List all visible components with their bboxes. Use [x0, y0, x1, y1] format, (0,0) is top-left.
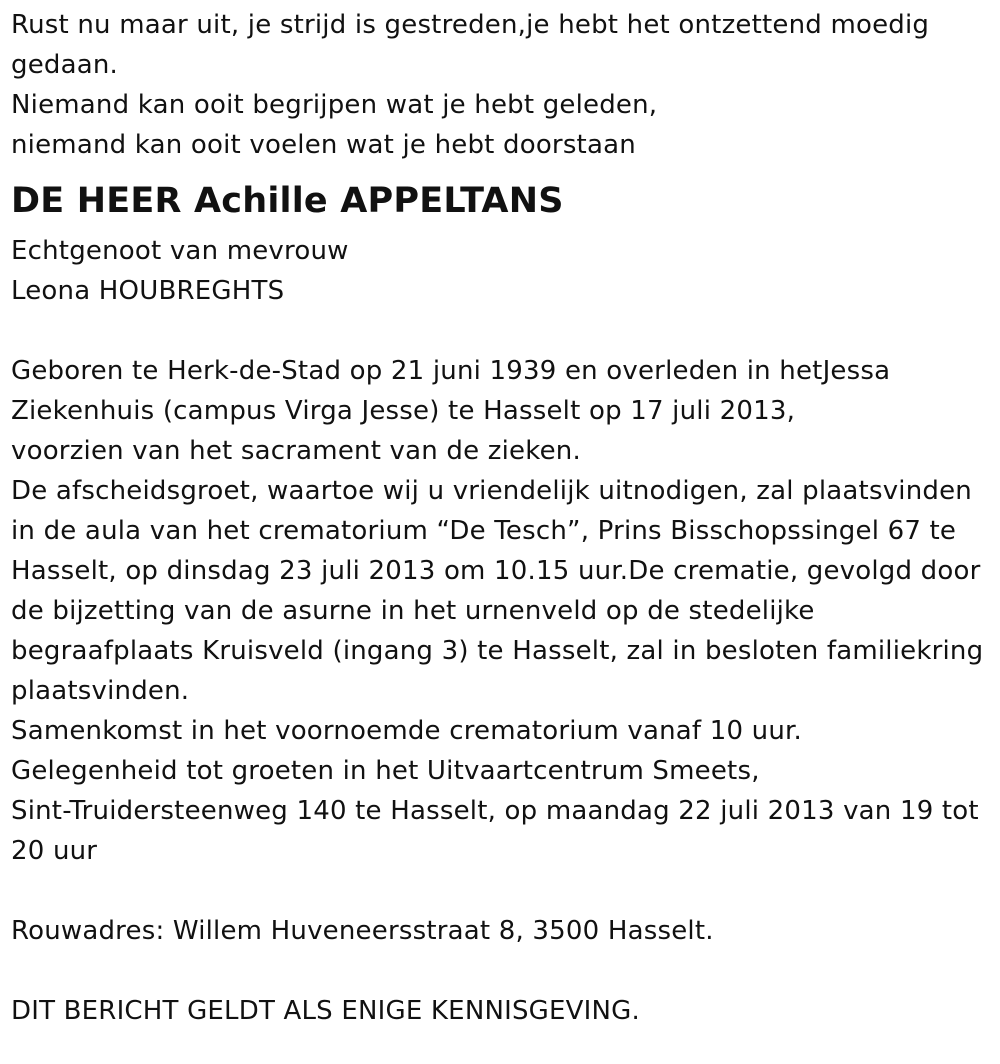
poem-line: Rust nu maar uit, je strijd is gestreden,je hebt het ontzettend moedig: [11, 10, 930, 40]
details-line: plaatsvinden.: [11, 676, 190, 706]
details-line: De afscheidsgroet, waartoe wij u vriendelijk uitnodigen, zal plaatsvinden: [11, 476, 972, 506]
details-line: Ziekenhuis (campus Virga Jesse) te Hasselt op 17 juli 2013,: [11, 396, 796, 426]
poem-line: Niemand kan ooit begrijpen wat je hebt geleden,: [11, 90, 658, 120]
spacer: [11, 311, 1000, 351]
poem-line: niemand kan ooit voelen wat je hebt doorstaan: [11, 130, 636, 160]
official-notice: DIT BERICHT GELDT ALS ENIGE KENNISGEVING.: [11, 996, 640, 1026]
spouse-name: Leona HOUBREGHTS: [11, 276, 285, 306]
funeral-details: [11, 351, 1000, 871]
mourning-address: Rouwadres: Willem Huveneersstraat 8, 3500 Hasselt.: [11, 916, 714, 946]
spacer: [11, 871, 1000, 911]
deceased-name: DE HEER Achille APPELTANS: [11, 181, 564, 221]
spacer: [11, 951, 1000, 991]
details-line: Sint-Truidersteenweg 140 te Hasselt, op maandag 22 juli 2013 van 19 tot: [11, 796, 979, 826]
details-line: Hasselt, op dinsdag 23 juli 2013 om 10.15 uur.De crematie, gevolgd door: [11, 556, 981, 586]
details-line: 20 uur: [11, 836, 98, 866]
details-line: de bijzetting van de asurne in het urnenveld op de stedelijke: [11, 596, 815, 626]
poem-line: gedaan.: [11, 50, 119, 80]
deceased-block: [11, 171, 1000, 311]
poem: [11, 5, 1000, 165]
details-line: Gelegenheid tot groeten in het Uitvaartcentrum Smeets,: [11, 756, 760, 786]
spouse-relation: Echtgenoot van mevrouw: [11, 236, 349, 266]
details-line: voorzien van het sacrament van de zieken.: [11, 436, 581, 466]
details-line: in de aula van het crematorium “De Tesch”, Prins Bisschopssingel 67 te: [11, 516, 957, 546]
details-line: begraafplaats Kruisveld (ingang 3) te Hasselt, zal in besloten familiekring: [11, 636, 984, 666]
details-line: Geboren te Herk-de-Stad op 21 juni 1939 en overleden in hetJessa: [11, 356, 891, 386]
details-line: Samenkomst in het voornoemde crematorium vanaf 10 uur.: [11, 716, 802, 746]
